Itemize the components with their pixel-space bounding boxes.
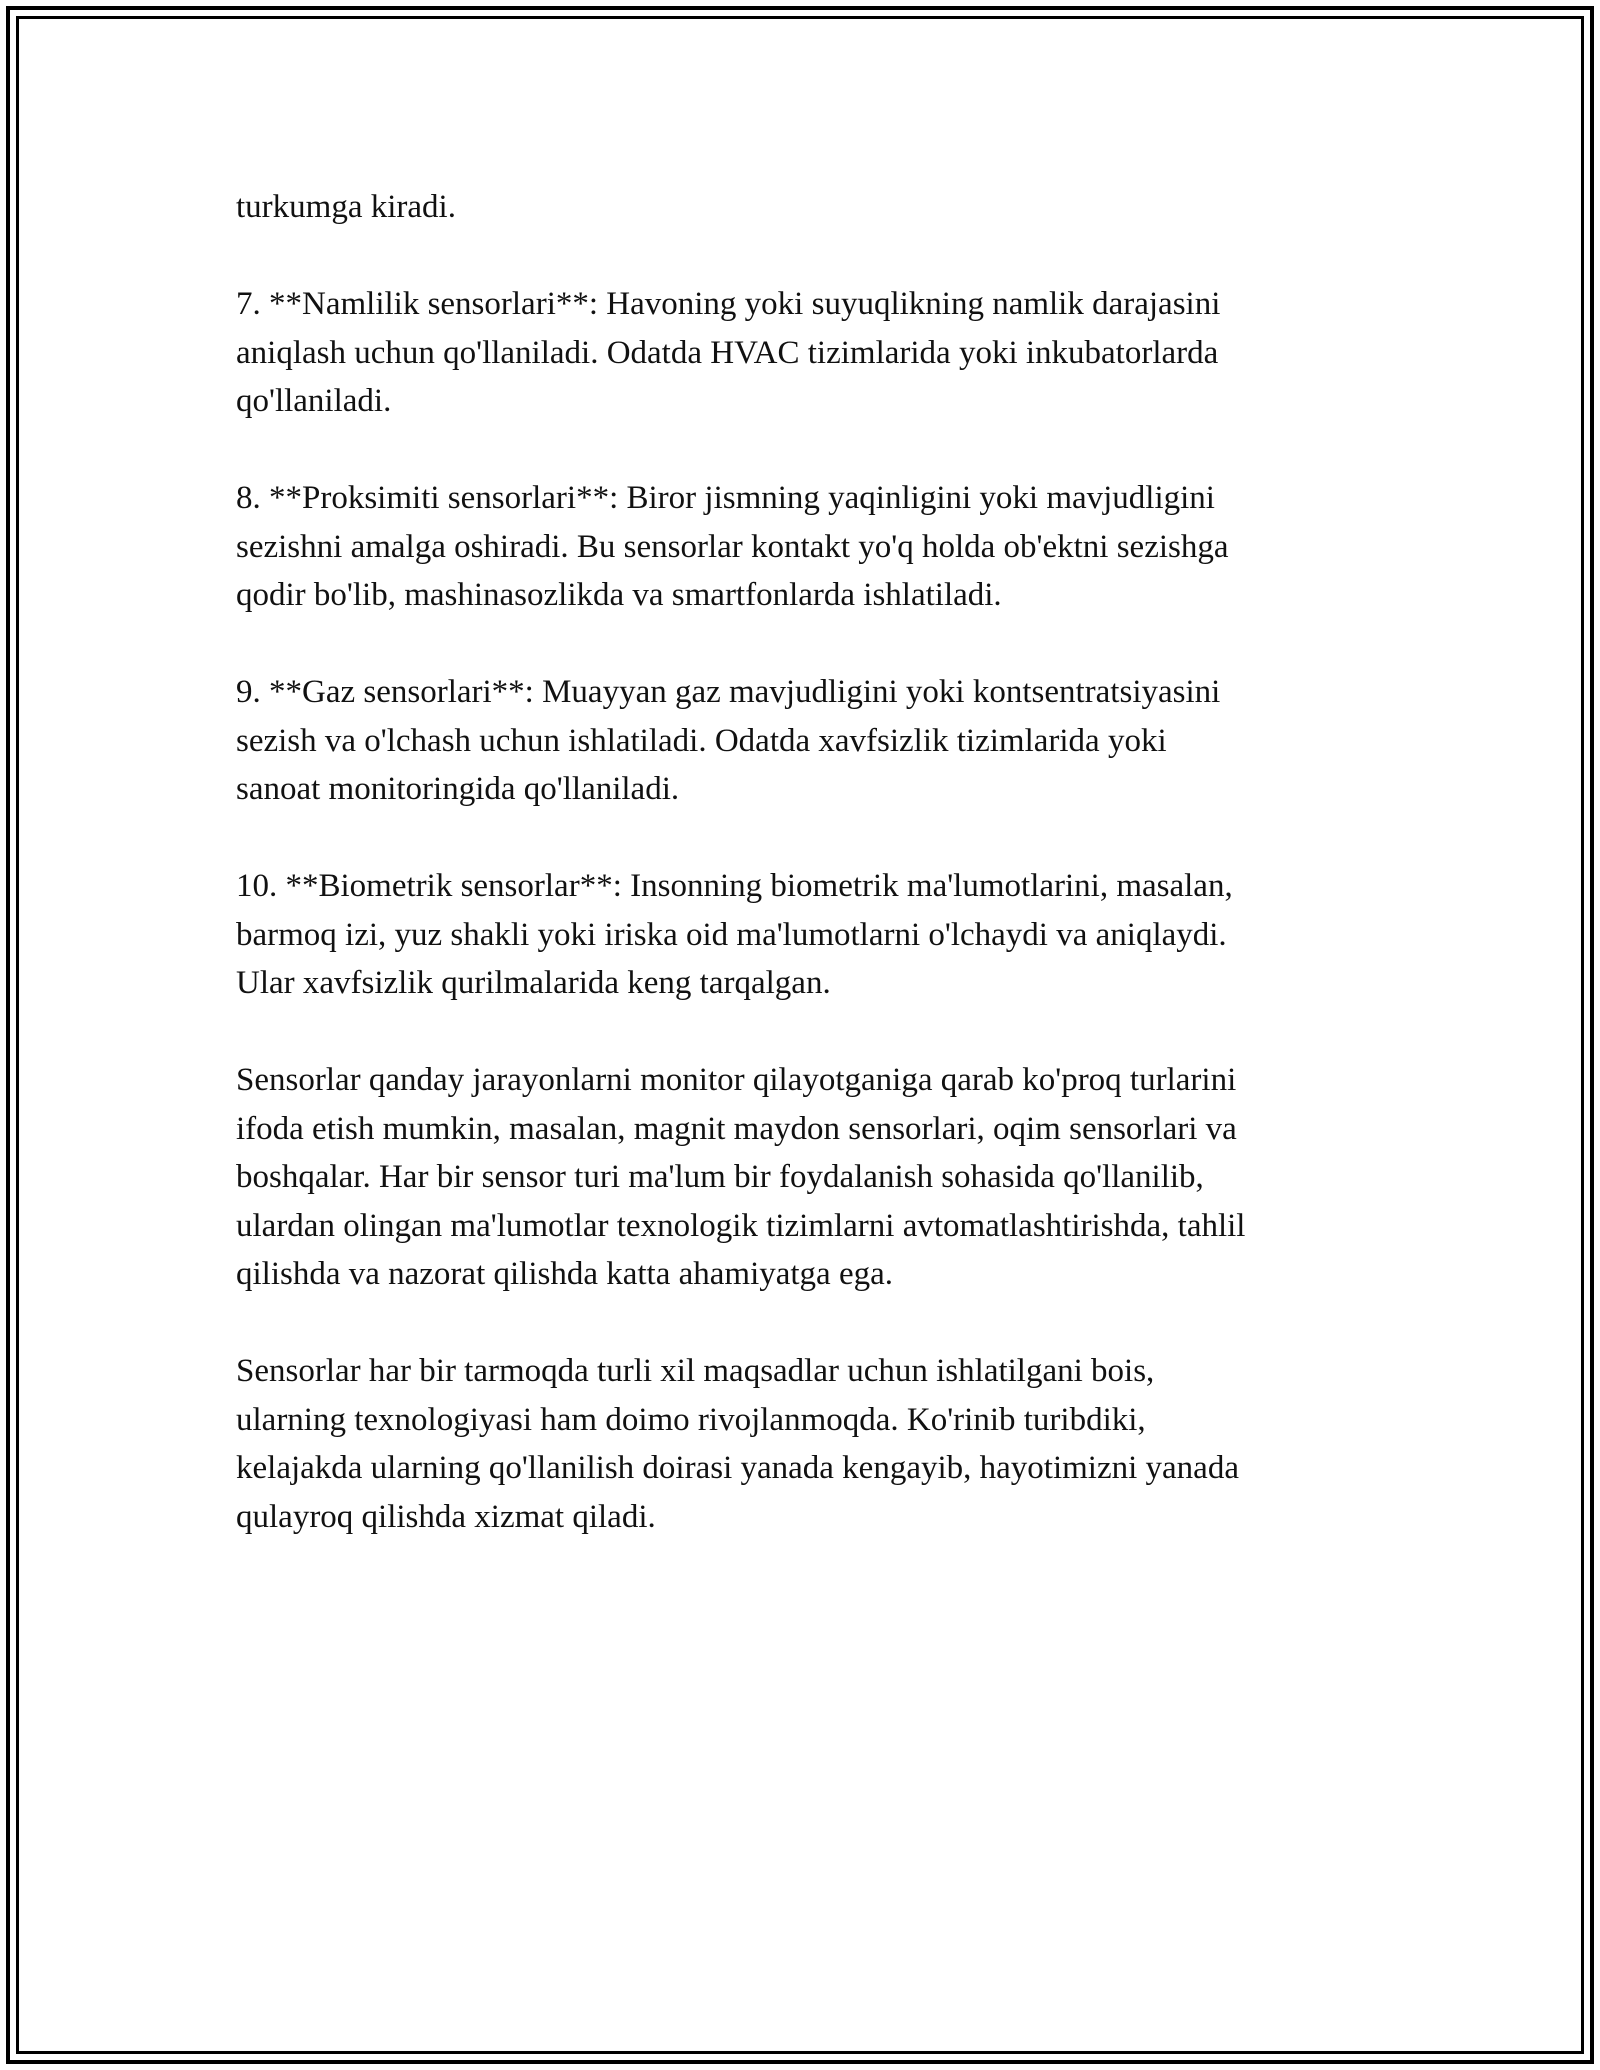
paragraph-gas-sensors: 9. **Gaz sensorlari**: Muayyan gaz mavjudligini yoki kontsentratsiyasini sezish va o'lchash uchun ishlatiladi. Odatda xavfsizlik tizimlarida yoki sanoat monitoringida qo'llaniladi. xyxy=(236,674,1221,807)
paragraph-continuation: turkumga kiradi. xyxy=(236,189,456,225)
paragraph-biometric-sensors: 10. **Biometrik sensorlar**: Insonning biometrik ma'lumotlarini, masalan, barmoq izi, yuz shakli yoki iriska oid ma'lumotlarni o'lchaydi va aniqlaydi. Ular xavfsizlik qurilmalarida keng tarqalgan. xyxy=(236,868,1233,1001)
paragraph-other-sensor-types: Sensorlar qanday jarayonlarni monitor qilayotganiga qarab ko'proq turlarini ifoda etish mumkin, masalan, magnit maydon sensorlari, oqim sensorlari va boshqalar. Har bir sensor turi ma'lum bir foydalanish sohasida qo'llanilib, ulardan olingan ma'lumotlar texnologik tizimlarni avtomatlashtirishda, tahlil qilishda va nazorat qilishda katta ahamiyatga ega. xyxy=(236,1062,1246,1292)
paragraph-conclusion: Sensorlar har bir tarmoqda turli xil maqsadlar uchun ishlatilgani bois, ularning texnologiyasi ham doimo rivojlanmoqda. Ko'rinib turibdiki, kelajakda ularning qo'llanilish doirasi yanada kengayib, hayotimizni yanada qulayroq qilishda xizmat qiladi. xyxy=(236,1353,1239,1535)
document-body xyxy=(236,183,1376,1590)
paragraph-proximity-sensors: 8. **Proksimiti sensorlari**: Biror jismning yaqinligini yoki mavjudligini sezishni amalga oshiradi. Bu sensorlar kontakt yo'q holda ob'ektni sezishga qodir bo'lib, mashinasozlikda va smartfonlarda ishlatiladi. xyxy=(236,480,1229,613)
paragraph-humidity-sensors: 7. **Namlilik sensorlari**: Havoning yoki suyuqlikning namlik darajasini aniqlash uchun qo'llaniladi. Odatda HVAC tizimlarida yoki inkubatorlarda qo'llaniladi. xyxy=(236,286,1221,419)
